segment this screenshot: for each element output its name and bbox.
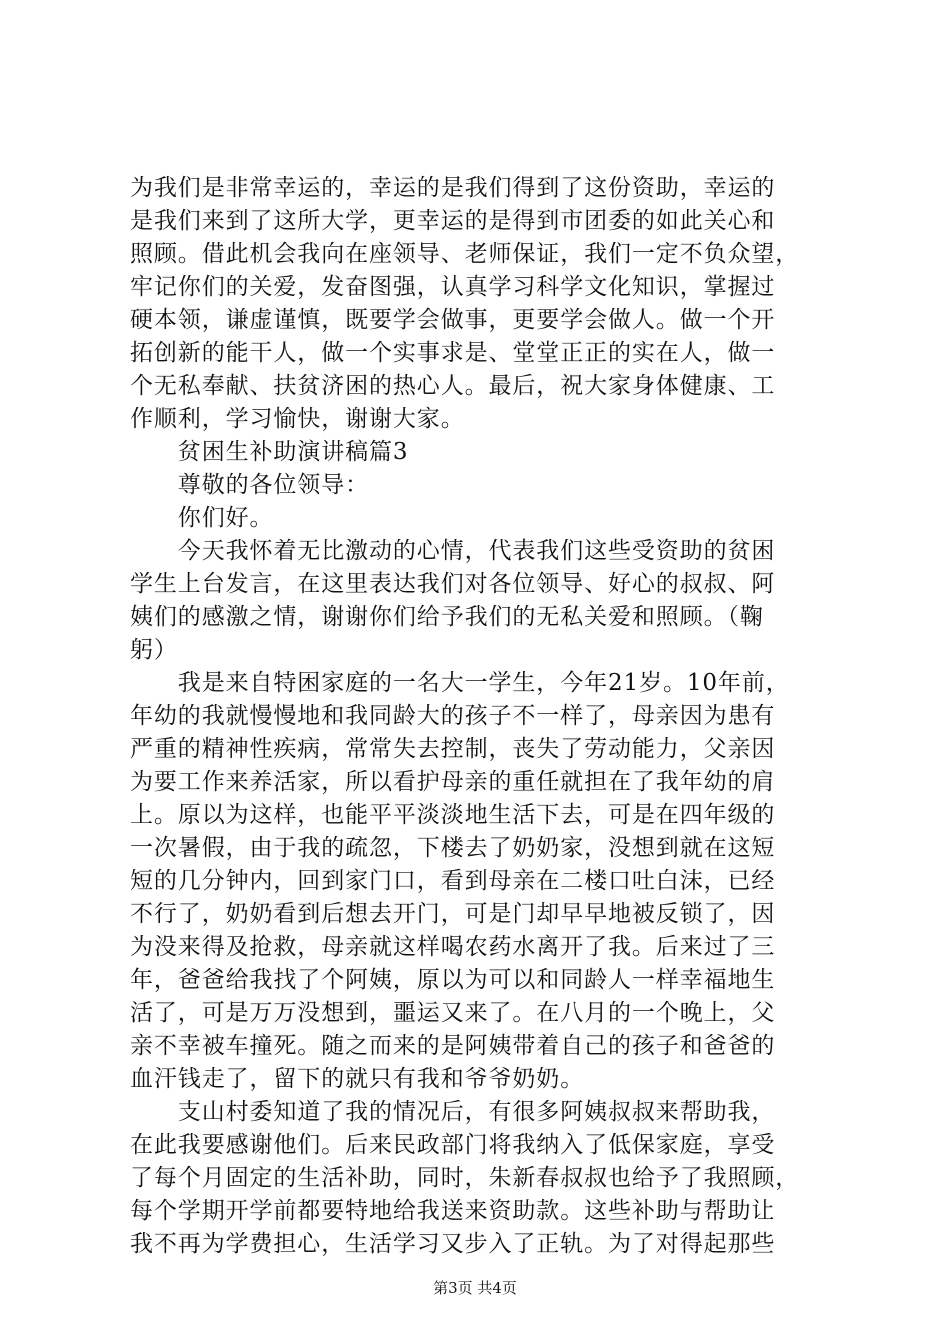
document-body: [130, 172, 830, 1261]
greeting: 你们好。: [130, 505, 274, 531]
text-line: 年幼的我就慢慢地和我同龄大的孩子不一样了，母亲因为患有: [130, 703, 776, 729]
text-line: 躬）: [130, 637, 178, 663]
text-line: 短的几分钟内，回到家门口，看到母亲在二楼口吐白沫，已经: [130, 868, 776, 894]
text-line: 上。原以为这样，也能平平淡淡地生活下去，可是在四年级的: [130, 802, 776, 828]
text-line: 拓创新的能干人，做一个实事求是、堂堂正正的实在人，做一: [130, 340, 776, 366]
text-line: 在此我要感谢他们。后来民政部门将我纳入了低保家庭，享受: [130, 1132, 776, 1158]
text-line: 为要工作来养活家，所以看护母亲的重任就担在了我年幼的肩: [130, 769, 776, 795]
text-line: 为我们是非常幸运的，幸运的是我们得到了这份资助，幸运的: [130, 175, 776, 201]
salutation: 尊敬的各位领导：: [130, 472, 369, 498]
text-line: 年，爸爸给我找了个阿姨，原以为可以和同龄人一样幸福地生: [130, 967, 776, 993]
page-footer: 第3页 共4页: [433, 1279, 517, 1297]
text-line: 活了，可是万万没想到，噩运又来了。在八月的一个晚上，父: [130, 1000, 776, 1026]
text-line: 是我们来到了这所大学，更幸运的是得到市团委的如此关心和: [130, 208, 776, 234]
text-line: 硬本领，谦虚谨慎，既要学会做事，更要学会做人。做一个开: [130, 307, 776, 333]
text-line: 牢记你们的关爱，发奋图强，认真学习科学文化知识，掌握过: [130, 274, 776, 300]
text-line: 我是来自特困家庭的一名大一学生，今年21岁。10年前，: [130, 670, 790, 696]
text-line: 每个学期开学前都要特地给我送来资助款。这些补助与帮助让: [130, 1198, 776, 1224]
text-line: 今天我怀着无比激动的心情，代表我们这些受资助的贫困: [130, 538, 776, 564]
text-line: 学生上台发言，在这里表达我们对各位领导、好心的叔叔、阿: [130, 571, 776, 597]
text-line: 我不再为学费担心，生活学习又步入了正轨。为了对得起那些: [130, 1231, 776, 1257]
text-line: 个无私奉献、扶贫济困的热心人。最后，祝大家身体健康、工: [130, 373, 776, 399]
section-heading: 贫困生补助演讲稿篇3: [130, 439, 409, 465]
text-line: 亲不幸被车撞死。随之而来的是阿姨带着自己的孩子和爸爸的: [130, 1033, 776, 1059]
text-line: 照顾。借此机会我向在座领导、老师保证，我们一定不负众望，: [130, 241, 800, 267]
text-line: 支山村委知道了我的情况后，有很多阿姨叔叔来帮助我，: [130, 1099, 776, 1125]
text-line: 作顺利，学习愉快，谢谢大家。: [130, 406, 465, 432]
text-line: 一次暑假，由于我的疏忽，下楼去了奶奶家，没想到就在这短: [130, 835, 776, 861]
text-line: 血汗钱走了，留下的就只有我和爷爷奶奶。: [130, 1066, 585, 1092]
text-line: 了每个月固定的生活补助，同时，朱新春叔叔也给予了我照顾，: [130, 1165, 800, 1191]
text-line: 为没来得及抢救，母亲就这样喝农药水离开了我。后来过了三: [130, 934, 776, 960]
text-line: 严重的精神性疾病，常常失去控制，丧失了劳动能力，父亲因: [130, 736, 776, 762]
text-line: 不行了，奶奶看到后想去开门，可是门却早早地被反锁了，因: [130, 901, 776, 927]
text-line: 姨们的感激之情，谢谢你们给予我们的无私关爱和照顾。（鞠: [130, 604, 764, 630]
